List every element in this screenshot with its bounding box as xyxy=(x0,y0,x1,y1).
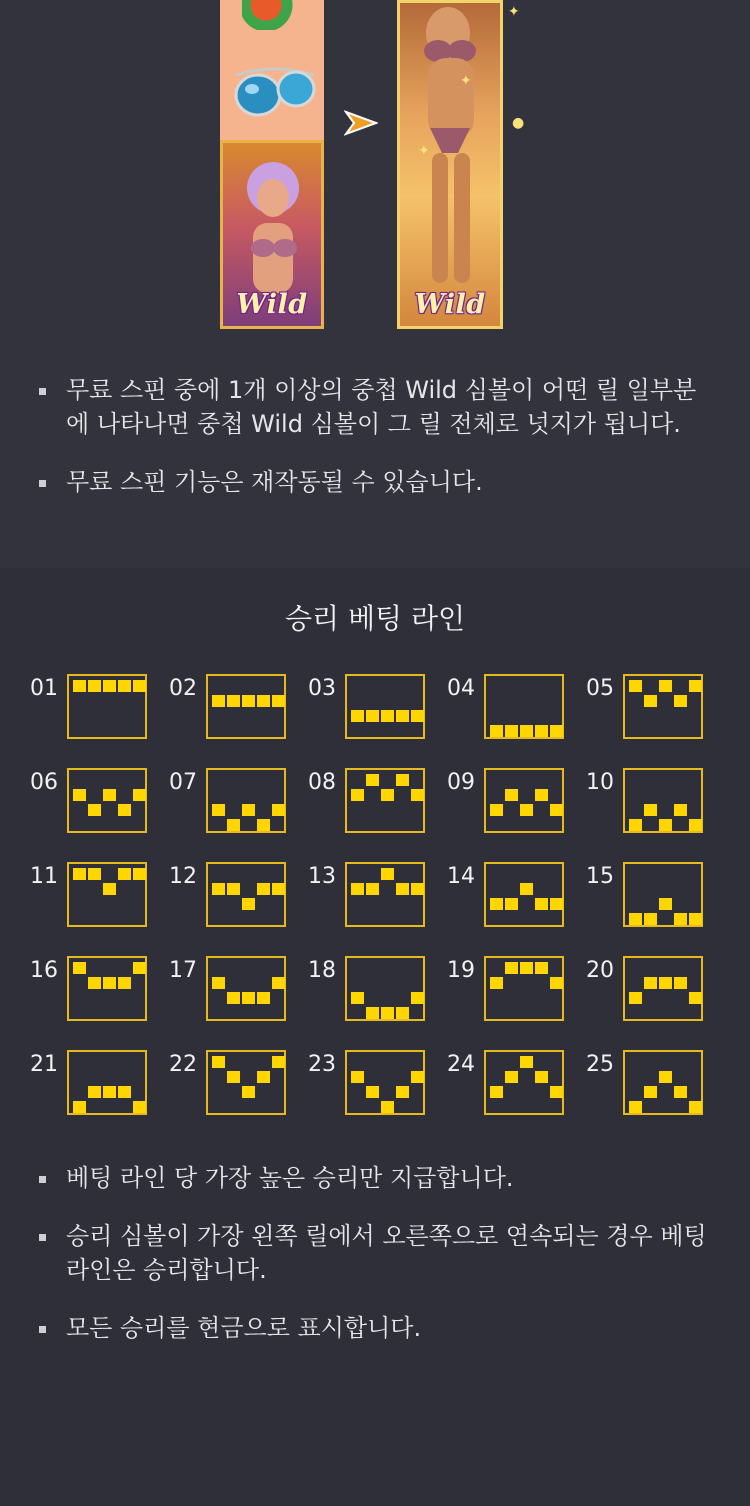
payline-cell xyxy=(212,1056,225,1068)
payline-cell xyxy=(535,1071,548,1083)
payline-cell xyxy=(505,789,518,801)
payline-cell xyxy=(212,695,225,707)
sparkle-icon: ✦ xyxy=(508,4,520,20)
payline-cell xyxy=(550,804,563,816)
payline-cell xyxy=(490,804,503,816)
payline-cell xyxy=(550,977,563,989)
payline-cell xyxy=(242,695,255,707)
payline-cell xyxy=(73,868,86,880)
payline-cell xyxy=(644,977,657,989)
payline-number: 20 xyxy=(586,958,614,983)
payline-cell xyxy=(381,868,394,880)
payline-pattern xyxy=(67,862,147,927)
wild-feature-illustration xyxy=(0,0,750,568)
payline-cell xyxy=(351,883,364,895)
payline-cell xyxy=(629,913,642,925)
payline-number: 16 xyxy=(30,958,58,983)
payline-cell xyxy=(490,898,503,910)
payline-cell xyxy=(505,725,518,737)
payline-cell xyxy=(535,789,548,801)
payline-pattern xyxy=(67,768,147,833)
payline-number: 01 xyxy=(30,676,58,701)
payline-cell xyxy=(133,1101,146,1113)
bullet-icon xyxy=(39,480,46,487)
payline-pattern xyxy=(623,674,703,739)
sparkle-icon: ✦ xyxy=(418,143,430,159)
payline-cell xyxy=(674,977,687,989)
payline-cell xyxy=(674,695,687,707)
payline-cell xyxy=(227,1071,240,1083)
payline-pattern xyxy=(484,768,564,833)
payline-number: 22 xyxy=(169,1052,197,1077)
payline-cell xyxy=(88,1086,101,1098)
payline-cell xyxy=(88,804,101,816)
payline-11 xyxy=(30,860,160,930)
payline-number: 24 xyxy=(447,1052,475,1077)
payline-cell xyxy=(505,898,518,910)
list-item xyxy=(36,1161,716,1195)
payline-pattern xyxy=(206,862,286,927)
payline-14 xyxy=(447,860,577,930)
payline-17 xyxy=(169,954,299,1024)
payline-cell xyxy=(381,1101,394,1113)
payline-number: 19 xyxy=(447,958,475,983)
payline-pattern xyxy=(345,768,425,833)
payline-cell xyxy=(212,804,225,816)
payline-cell xyxy=(351,710,364,722)
payline-cell xyxy=(520,1056,533,1068)
payline-cell xyxy=(396,774,409,786)
payline-cell xyxy=(133,680,146,692)
payline-cell xyxy=(242,804,255,816)
payline-cell xyxy=(366,710,379,722)
payline-cell xyxy=(520,883,533,895)
payline-cell xyxy=(689,819,702,831)
payline-cell xyxy=(118,680,131,692)
rule-text: 승리 심볼이 가장 왼쪽 릴에서 오른쪽으로 연속되는 경우 베팅 라인은 승리합니다. xyxy=(66,1222,707,1284)
payline-number: 13 xyxy=(308,864,336,889)
reel-after-nudge xyxy=(397,0,503,329)
payline-cell xyxy=(366,1086,379,1098)
payline-cell xyxy=(505,962,518,974)
payline-cell xyxy=(520,725,533,737)
payline-cell xyxy=(133,789,146,801)
payline-02 xyxy=(169,672,299,742)
payline-08 xyxy=(308,766,438,836)
payline-cell xyxy=(659,680,672,692)
payline-number: 12 xyxy=(169,864,197,889)
payline-pattern xyxy=(345,674,425,739)
arrow-right-icon xyxy=(344,110,378,136)
payline-05 xyxy=(586,672,716,742)
rule-text: 무료 스핀 기능은 재작동될 수 있습니다. xyxy=(66,468,483,496)
payline-pattern xyxy=(345,1050,425,1115)
payline-cell xyxy=(88,680,101,692)
payline-23 xyxy=(308,1048,438,1118)
payline-cell xyxy=(520,962,533,974)
payline-22 xyxy=(169,1048,299,1118)
payline-cell xyxy=(257,695,270,707)
free-spin-rules-list xyxy=(36,373,716,523)
payline-cell xyxy=(411,992,424,1004)
payline-number: 04 xyxy=(447,676,475,701)
payline-12 xyxy=(169,860,299,930)
payline-number: 03 xyxy=(308,676,336,701)
payline-number: 25 xyxy=(586,1052,614,1077)
payline-cell xyxy=(73,789,86,801)
payline-cell xyxy=(644,913,657,925)
payline-pattern xyxy=(484,674,564,739)
list-item xyxy=(36,373,716,441)
payline-number: 11 xyxy=(30,864,58,889)
payline-10 xyxy=(586,766,716,836)
payline-cell xyxy=(411,1071,424,1083)
payline-cell xyxy=(396,1007,409,1019)
payline-cell xyxy=(118,1086,131,1098)
payline-cell xyxy=(674,913,687,925)
payline-pattern xyxy=(206,1050,286,1115)
payline-cell xyxy=(535,898,548,910)
payline-cell xyxy=(257,1071,270,1083)
payline-cell xyxy=(257,992,270,1004)
payline-cell xyxy=(366,1007,379,1019)
payline-pattern xyxy=(623,768,703,833)
payline-03 xyxy=(308,672,438,742)
payline-19 xyxy=(447,954,577,1024)
rule-text: 베팅 라인 당 가장 높은 승리만 지급합니다. xyxy=(66,1164,514,1192)
payline-cell xyxy=(629,992,642,1004)
rule-text: 모든 승리를 현금으로 표시합니다. xyxy=(66,1314,422,1342)
payline-cell xyxy=(242,992,255,1004)
payline-cell xyxy=(490,1086,503,1098)
wild-label-small: Wild xyxy=(236,289,308,320)
bullet-icon xyxy=(39,1326,46,1333)
payline-cell xyxy=(689,1101,702,1113)
payline-06 xyxy=(30,766,160,836)
payline-number: 09 xyxy=(447,770,475,795)
payline-cell xyxy=(103,789,116,801)
payline-cell xyxy=(644,1086,657,1098)
payline-18 xyxy=(308,954,438,1024)
payline-cell xyxy=(242,1086,255,1098)
payline-cell xyxy=(118,977,131,989)
payline-cell xyxy=(351,1071,364,1083)
payline-cell xyxy=(411,710,424,722)
list-item xyxy=(36,465,716,499)
payline-04 xyxy=(447,672,577,742)
payline-number: 10 xyxy=(586,770,614,795)
payline-pattern xyxy=(206,768,286,833)
payline-rules-list xyxy=(36,1161,716,1369)
payline-cell xyxy=(103,883,116,895)
sunglasses-symbol xyxy=(230,55,320,125)
list-item xyxy=(36,1219,716,1287)
payline-cell xyxy=(366,774,379,786)
payline-number: 08 xyxy=(308,770,336,795)
payline-cell xyxy=(490,977,503,989)
tropical-fruit-symbol xyxy=(242,0,302,30)
payline-cell xyxy=(550,725,563,737)
payline-cell xyxy=(242,898,255,910)
wild-symbol-small xyxy=(220,140,324,329)
wild-label-large: Wild xyxy=(414,289,486,320)
payline-25 xyxy=(586,1048,716,1118)
payline-pattern xyxy=(623,862,703,927)
payline-cell xyxy=(490,725,503,737)
reel-before-nudge xyxy=(220,0,324,329)
payline-pattern xyxy=(206,674,286,739)
payline-number: 18 xyxy=(308,958,336,983)
payline-cell xyxy=(351,789,364,801)
payline-pattern xyxy=(206,956,286,1021)
payline-cell xyxy=(411,883,424,895)
payline-cell xyxy=(103,680,116,692)
payline-13 xyxy=(308,860,438,930)
payline-cell xyxy=(535,962,548,974)
payline-cell xyxy=(272,804,285,816)
payline-cell xyxy=(659,977,672,989)
payline-21 xyxy=(30,1048,160,1118)
payline-cell xyxy=(629,819,642,831)
payline-cell xyxy=(133,962,146,974)
payline-number: 07 xyxy=(169,770,197,795)
payline-cell xyxy=(257,883,270,895)
payline-cell xyxy=(103,1086,116,1098)
payline-cell xyxy=(644,804,657,816)
payline-cell xyxy=(351,992,364,1004)
payline-15 xyxy=(586,860,716,930)
payline-pattern xyxy=(484,862,564,927)
payline-cell xyxy=(212,977,225,989)
bullet-icon xyxy=(39,388,46,395)
payline-pattern xyxy=(345,862,425,927)
payline-cell xyxy=(272,695,285,707)
payline-cell xyxy=(535,725,548,737)
bullet-icon xyxy=(39,1234,46,1241)
payline-number: 15 xyxy=(586,864,614,889)
payline-cell xyxy=(644,695,657,707)
payline-cell xyxy=(689,992,702,1004)
payline-cell xyxy=(381,710,394,722)
payline-cell xyxy=(550,898,563,910)
payline-cell xyxy=(257,819,270,831)
payline-number: 06 xyxy=(30,770,58,795)
payline-cell xyxy=(520,804,533,816)
bullet-icon xyxy=(39,1176,46,1183)
payline-number: 05 xyxy=(586,676,614,701)
payline-pattern xyxy=(345,956,425,1021)
payline-16 xyxy=(30,954,160,1024)
payline-cell xyxy=(381,1007,394,1019)
payline-cell xyxy=(396,1086,409,1098)
payline-cell xyxy=(118,868,131,880)
payline-cell xyxy=(505,1071,518,1083)
payline-cell xyxy=(73,962,86,974)
payline-cell xyxy=(629,680,642,692)
payline-number: 21 xyxy=(30,1052,58,1077)
payline-cell xyxy=(272,883,285,895)
payline-cell xyxy=(689,913,702,925)
payline-cell xyxy=(118,804,131,816)
payline-pattern xyxy=(67,956,147,1021)
rule-text: 무료 스핀 중에 1개 이상의 중첩 Wild 심볼이 어떤 릴 일부분에 나타나면 중첩 Wild 심볼이 그 릴 전체로 넛지가 됩니다. xyxy=(66,376,697,438)
payline-cell xyxy=(73,680,86,692)
payline-pattern xyxy=(623,956,703,1021)
list-item xyxy=(36,1311,716,1345)
payline-cell xyxy=(272,1056,285,1068)
payline-cell xyxy=(659,898,672,910)
payline-cell xyxy=(88,868,101,880)
payline-cell xyxy=(272,977,285,989)
payline-cell xyxy=(674,804,687,816)
payline-cell xyxy=(88,977,101,989)
payline-pattern xyxy=(484,956,564,1021)
payline-cell xyxy=(103,977,116,989)
payline-cell xyxy=(674,1086,687,1098)
payline-number: 14 xyxy=(447,864,475,889)
payline-07 xyxy=(169,766,299,836)
payline-09 xyxy=(447,766,577,836)
payline-01 xyxy=(30,672,160,742)
payline-cell xyxy=(227,883,240,895)
payline-cell xyxy=(381,789,394,801)
payline-pattern xyxy=(484,1050,564,1115)
expanded-wild-figure-icon xyxy=(400,3,500,326)
payline-cell xyxy=(227,992,240,1004)
payline-pattern xyxy=(623,1050,703,1115)
payline-pattern xyxy=(67,1050,147,1115)
payline-number: 23 xyxy=(308,1052,336,1077)
payline-cell xyxy=(659,1071,672,1083)
sparkle-icon: ✦ xyxy=(460,73,472,89)
payline-number: 02 xyxy=(169,676,197,701)
payline-cell xyxy=(411,789,424,801)
payline-cell xyxy=(133,868,146,880)
payline-cell xyxy=(73,1101,86,1113)
payline-cell xyxy=(659,819,672,831)
coin-sparkle-icon: ● xyxy=(512,115,525,131)
payline-cell xyxy=(227,819,240,831)
payline-pattern xyxy=(67,674,147,739)
payline-cell xyxy=(366,883,379,895)
payline-20 xyxy=(586,954,716,1024)
payline-24 xyxy=(447,1048,577,1118)
payline-cell xyxy=(396,710,409,722)
payline-cell xyxy=(550,1086,563,1098)
payline-cell xyxy=(227,695,240,707)
payline-number: 17 xyxy=(169,958,197,983)
payline-cell xyxy=(212,883,225,895)
payline-cell xyxy=(396,883,409,895)
payline-cell xyxy=(689,680,702,692)
paylines-title: 승리 베팅 라인 xyxy=(284,602,466,635)
payline-cell xyxy=(629,1101,642,1113)
